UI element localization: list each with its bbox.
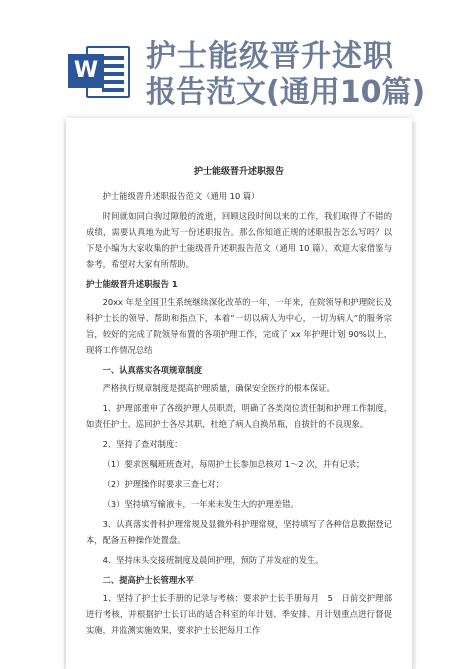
page-title-line1: 护士能级晋升述职 (146, 39, 394, 74)
paragraph: （2）护理操作时要求三查七对； (102, 479, 225, 489)
word-icon (68, 42, 130, 100)
document-sheet (66, 118, 412, 669)
document-subtitle: 护士能级晋升述职报告范文（通用 10 篇） (102, 191, 260, 201)
page-title (146, 40, 466, 112)
paragraph: 1、护理部重申了各级护理人员职责，明确了各类岗位责任制和护理工作制度，如责任护士、巡回护士各尽其职，杜绝了病人自换吊瓶，自拔针的不良现象。 (86, 403, 392, 429)
paragraph-intro: 时间就如同白驹过隙般的流逝，回顾这段时间以来的工作，我们取得了不错的成绩，需要认真地为此写一份述职报告。那么你知道正规的述职报告怎么写吗？以下是小编为大家收集的护士能级晋升述职报告范文（通用 10 篇），欢迎大家借鉴与参考，希望对大家有所帮助。 (86, 211, 392, 269)
document-title: 护士能级晋升述职报告 (193, 167, 284, 177)
heading-rules: 一、认真落实各项规章制度 (102, 365, 203, 375)
paragraph: （3）坚持填写输液卡，一年来未发生大的护理差错。 (102, 499, 299, 509)
word-icon-letter: W (68, 54, 104, 88)
paragraph: 严格执行规章制度是提高护理质量，确保安全医疗的根本保证。 (102, 383, 335, 393)
paragraph: 3、认真落实骨科护理常规及显微外科护理常规，坚持填写了各种信息数据登记本，配备五种操作处置盘。 (86, 519, 392, 545)
paragraph-section-intro: 20xx 年是全国卫生系统继续深化改革的一年，一年来，在院领导和护理院长及科护士长的领导、帮助和指点下，本着“一切以病人为中心，一切为病人”的服务宗旨，较好的完成了院领导布置的各项护理工作，完成了 xx 年护理计划 90%以上，现将工作情况总结 (86, 297, 392, 355)
paragraph: （1）要求医嘱班班查对，每周护士长参加总核对 1～2 次，并有记录； (102, 459, 365, 469)
paragraph: 1、坚持了护士长手册的记录与考核：要求护士长手册每月 5 日前交护理部进行考核，并根据护士长订出的适合科室的年计划、季安排、月计划重点进行督促实施，并监测实施效果，要求护士长把每月工作 (86, 593, 392, 635)
section-heading: 护士能级晋升述职报告 1 (86, 279, 178, 289)
page-title-line2: 报告范文(通用10篇) (146, 75, 426, 110)
header-banner (0, 0, 474, 120)
paragraph: 2、坚持了查对制度： (102, 439, 183, 449)
heading-management: 二、提高护士长管理水平 (102, 575, 194, 585)
paragraph: 4、坚持床头交接班制度及晨间护理，预防了并发症的发生。 (102, 555, 324, 565)
